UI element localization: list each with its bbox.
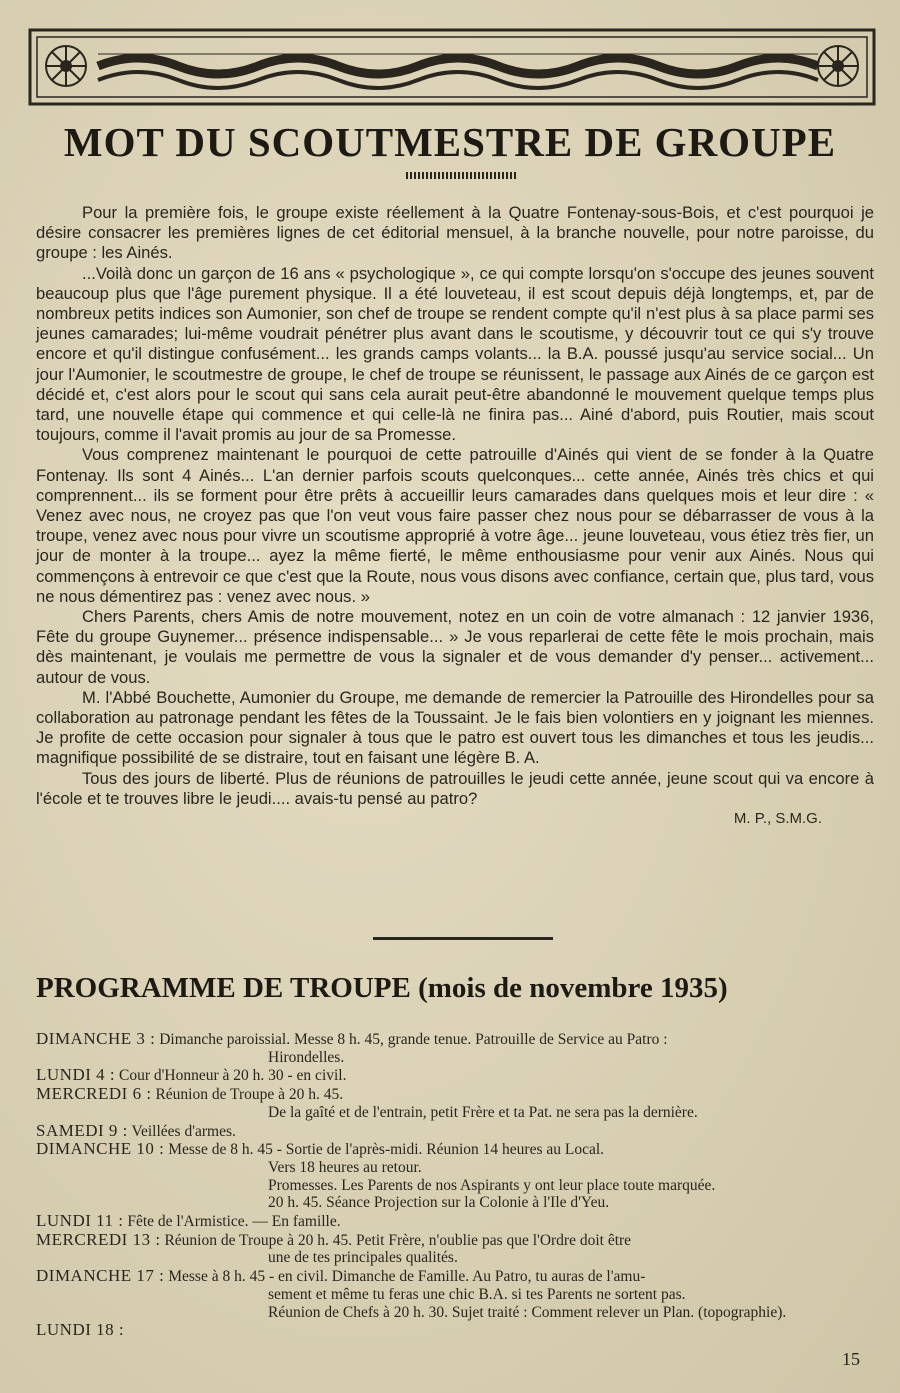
programme-day: LUNDI 11 :	[36, 1211, 124, 1231]
signature: M. P., S.M.G.	[733, 810, 822, 828]
programme-entry	[36, 1267, 866, 1286]
programme-continuation: Réunion de Chefs à 20 h. 30. Sujet traité : Comment relever un Plan. (topographie).	[268, 1303, 787, 1321]
programme-continuation: Promesses. Les Parents de nos Aspirants y ont leur place toute marquée.	[268, 1176, 716, 1194]
programme-entry	[36, 1140, 866, 1159]
programme-text: Réunion de Troupe à 20 h. 45. Petit Frère, n'oublie pas que l'Ordre doit être	[164, 1231, 632, 1249]
programme-day: MERCREDI 6 :	[36, 1084, 152, 1104]
programme-text: Fête de l'Armistice. — En famille.	[127, 1213, 341, 1231]
programme-entry	[36, 1231, 866, 1250]
programme-entry	[36, 1066, 866, 1085]
programme-day: LUNDI 18 :	[36, 1320, 125, 1340]
programme-day: LUNDI 4 :	[36, 1065, 116, 1085]
programme-continuation: 20 h. 45. Séance Projection sur la Colonie à l'Ile d'Yeu.	[268, 1194, 610, 1212]
programme-text: Cour d'Honneur à 20 h. 30 - en civil.	[118, 1067, 347, 1085]
programme-text: Réunion de Troupe à 20 h. 45.	[155, 1086, 344, 1104]
programme-day: DIMANCHE 17 :	[36, 1266, 165, 1286]
programme-day: MERCREDI 13 :	[36, 1229, 161, 1249]
programme-entry	[36, 1030, 866, 1049]
wave-band-ornament	[98, 54, 818, 88]
header-ornament	[28, 28, 876, 106]
programme-list	[36, 1030, 866, 1340]
programme-continuation: sement et même tu feras une chic B.A. si tes Parents ne sortent pas.	[268, 1285, 686, 1303]
programme-continuation: Vers 18 heures au retour.	[268, 1158, 422, 1176]
paragraph: Vous comprenez maintenant le pourquoi de cette patrouille d'Ainés qui vient de se fonder à la Quatre Fontenay. Ils sont 4 Ainés... L'an dernier parfois scouts quelconques... cette année, Ainés très chics et qui comprennent... ils se forment pour être prêts à accueillir leurs camarades dans quelques mois et leur dire : « Venez avec nous, ne croyez pas que l'on veut vous faire passer chez nous pour se débarrasser de vous à la troupe, venez avec nous pour vivre un scoutisme approprié à votre âge... jeune louveteau, vous étiez très fier, un jour de monter à la troupe... ayez la même fierté, le même enthousiasme pour venir aux Ainés. Nous qui commençons à entrevoir ce que c'est que la Route, nous vous disons avec confiance, certain que, plus tard, vous ne nous démentirez pas : venez avec nous. »	[36, 445, 874, 606]
programme-day: SAMEDI 9 :	[36, 1120, 128, 1140]
programme-continuation: Hirondelles.	[268, 1048, 345, 1066]
programme-entry	[36, 1085, 866, 1104]
programme-day: DIMANCHE 3 :	[36, 1029, 156, 1048]
programme-continuation: une de tes principales qualités.	[268, 1249, 458, 1267]
flower-ornament-icon	[46, 46, 86, 86]
programme-entry	[36, 1212, 866, 1231]
paragraph: Chers Parents, chers Amis de notre mouvement, notez en un coin de votre almanach : 12 janvier 1936, Fête du groupe Guynemer... présence indispensable... » Je vous reparlerai de cette fête le mois prochain, mais dès maintenant, je voulais me permettre de vous la signaler et de vous demander d'y penser... activement... autour de vous.	[36, 607, 874, 687]
paragraph: M. l'Abbé Bouchette, Aumonier du Groupe, me demande de remercier la Patrouille des Hirondelles pour sa collaboration au patronage pendant les fêtes de la Toussaint. Je le fais bien volontiers en y joignant les miennes. Je profite de cette occasion pour signaler à tous que le patro est ouvert tous les dimanches et tous les jeudis... magnifique possibilité de se distraire, tout en faisant une légère B. A.	[36, 687, 874, 768]
programme-entry	[36, 1321, 866, 1340]
programme-text: Messe de 8 h. 45 - Sortie de l'après-midi. Réunion 14 heures au Local.	[168, 1141, 605, 1159]
paragraph: ...Voilà donc un garçon de 16 ans « psychologique », ce qui compte lorsqu'on s'occupe des jeunes souvent beaucoup plus que l'âge purement physique. Il a été louveteau, il est scout depuis déjà longtemps, et, par de nombreux petits indices son Aumonier, son chef de troupe se rendent compte qu'il n'est plus à sa place parmi ses jeunes camarades; lui-même voudrait pénétrer plus avant dans le scoutisme, y découvrir tout ce qui s'y trouve encore et qu'il distingue confusément... les grands camps volants... la B.A. poussé jusqu'au service social... Un jour l'Aumonier, le scoutmestre de groupe, le chef de troupe se réunissent, le passage aux Ainés de ce garçon est décidé et, c'est alors pour le scout qui sans cela aurait peut-être abandonné le mouvement quelque temps plus tard, une nouvelle étape qui commence et qui celle-là ne finira pas... Ainé d'abord, puis Routier, mais scout toujours, comme il l'avait promis au jour de sa Promesse.	[36, 263, 874, 445]
page-title: MOT DU SCOUTMESTRE DE GROUPE	[63, 119, 837, 165]
section-divider	[373, 937, 553, 940]
programme-day: DIMANCHE 10 :	[36, 1139, 165, 1159]
title-underline	[406, 172, 518, 179]
programme-title: PROGRAMME DE TROUPE (mois de novembre 1935)	[36, 972, 728, 1004]
paragraph: Pour la première fois, le groupe existe réellement à la Quatre Fontenay-sous-Bois, et c'est pourquoi je désire consacrer les premières lignes de cet éditorial mensuel, à la branche nouvelle, pour notre paroisse, du groupe : les Ainés.	[36, 203, 874, 263]
programme-continuation: De la gaîté et de l'entrain, petit Frère et ta Pat. ne sera pas la dernière.	[268, 1103, 698, 1121]
programme-entry	[36, 1122, 866, 1141]
editorial-body	[36, 203, 874, 829]
programme-text: Veillées d'armes.	[131, 1122, 236, 1140]
flower-ornament-icon	[818, 46, 858, 86]
page-number: 15	[842, 1349, 860, 1369]
paragraph: Tous des jours de liberté. Plus de réunions de patrouilles le jeudi cette année, jeune scout qui va encore à l'école et te trouves libre le jeudi.... avais-tu pensé au patro?	[36, 768, 874, 808]
programme-text: Messe à 8 h. 45 - en civil. Dimanche de Famille. Au Patro, tu auras de l'amu-	[168, 1268, 646, 1286]
programme-text: Dimanche paroissial. Messe 8 h. 45, grande tenue. Patrouille de Service au Patro :	[159, 1031, 668, 1048]
